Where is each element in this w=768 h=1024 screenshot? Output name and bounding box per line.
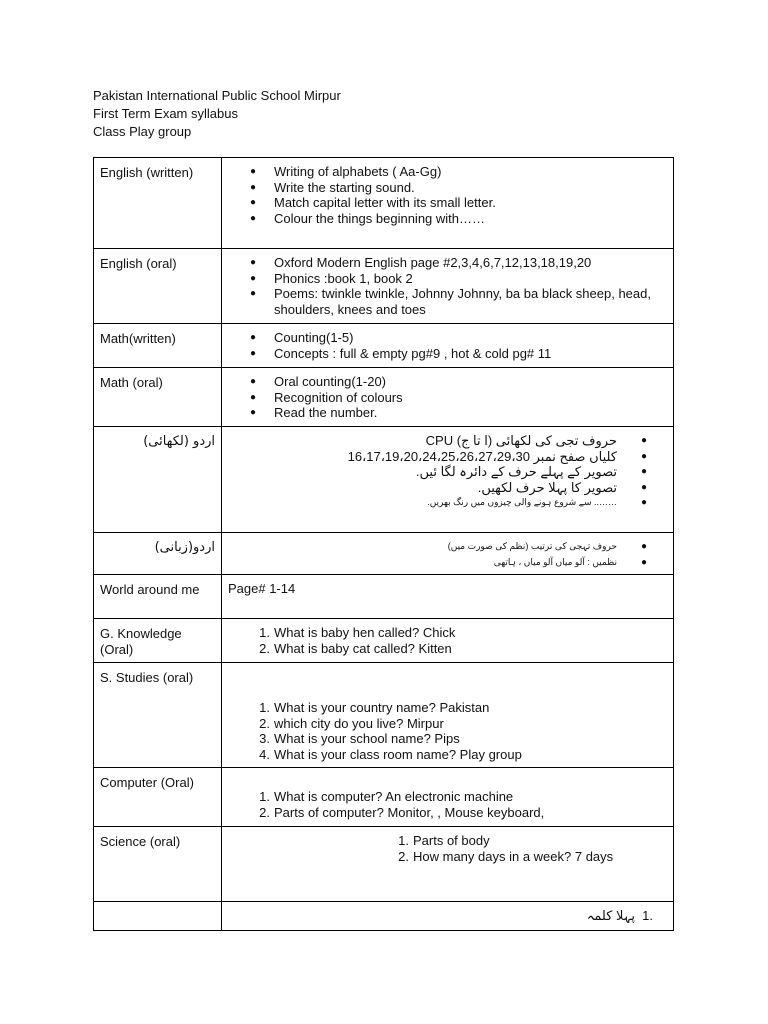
- list-item: [228, 747, 667, 763]
- content-cell: Page# 1-14: [222, 575, 674, 619]
- content-cell: [222, 902, 674, 931]
- list-number: 1.: [259, 789, 270, 804]
- list-item: ● Colour the things beginning with……: [228, 211, 667, 227]
- list-item: [228, 641, 667, 657]
- subject-cell: English (written): [94, 158, 222, 249]
- syllabus-table: [93, 157, 674, 931]
- content-cell: [222, 768, 674, 827]
- list-item: ● Phonics :book 1, book 2: [228, 271, 667, 287]
- list-item: ● Oral counting(1-20): [228, 374, 667, 390]
- subject-cell: Math (oral): [94, 368, 222, 427]
- list-number: 1.: [259, 700, 270, 715]
- list-item: [228, 849, 667, 865]
- content-cell: [222, 249, 674, 324]
- list-item-text: تصویر کے پہلے حرف کے دائرہ لگا ئیں.: [415, 464, 617, 480]
- list-item: ● Recognition of colours: [228, 390, 667, 406]
- content-cell: [222, 663, 674, 768]
- table-row-urdu-oral: [94, 533, 674, 575]
- content-cell: [222, 619, 674, 663]
- list-item-text: How many days in a week? 7 days: [413, 848, 614, 864]
- list-item: ● Write the starting sound.: [228, 180, 667, 196]
- list-item-text: حروف تہجی کی ترتیب (نظم کی صورت میں): [447, 541, 617, 551]
- list-item-text: What is your class room name? Play group: [274, 746, 522, 762]
- list-item: ● Oxford Modern English page #2,3,4,6,7,12,13,18,19,20: [228, 255, 667, 271]
- list-item: ● Counting(1-5): [228, 330, 667, 346]
- content-cell: [222, 533, 674, 575]
- exam-title: First Term Exam syllabus: [93, 106, 238, 121]
- document-header: [93, 87, 341, 141]
- subject-cell: G. Knowledge (Oral): [94, 619, 222, 663]
- list-item: [228, 555, 667, 571]
- list-number: 1.: [642, 908, 653, 923]
- table-row-world-around-me: [94, 575, 674, 619]
- list-number: 2.: [259, 715, 270, 731]
- content-cell: [222, 324, 674, 368]
- list-item: [228, 449, 667, 465]
- subject-cell: English (oral): [94, 249, 222, 324]
- list-item-text: پہلا کلمہ: [586, 908, 635, 923]
- list-number: 4.: [259, 746, 270, 762]
- bullet-icon: ●: [640, 435, 647, 446]
- list-item-text: What is your country name? Pakistan: [274, 700, 490, 715]
- content-cell: [222, 158, 674, 249]
- list-number: 2.: [398, 848, 409, 864]
- list-item-text: تصویر کا پہلا حرف لکھیں.: [477, 479, 617, 495]
- list-item: [228, 625, 667, 641]
- bullet-icon: ●: [640, 450, 647, 462]
- table-row-english-oral: [94, 249, 674, 324]
- content-cell: [222, 427, 674, 533]
- list-item-text: What is baby cat called? Kitten: [274, 640, 452, 656]
- list-number: 1.: [398, 833, 409, 848]
- list-item: [228, 539, 667, 555]
- bullet-icon: ●: [640, 481, 647, 493]
- list-number: 3.: [259, 731, 270, 747]
- subject-cell: Science (oral): [94, 827, 222, 902]
- list-item-text: کلیاں صفح نمبر 16،17،19،20،24،25،26،27،29،30: [347, 448, 617, 464]
- list-item: ● Read the number.: [228, 405, 667, 421]
- list-item-text: حروف تجی کی لکھائی (ا تا ج) CPU: [425, 433, 617, 448]
- subject-cell: Computer (Oral): [94, 768, 222, 827]
- list-item: [228, 716, 667, 732]
- subject-cell: Math(written): [94, 324, 222, 368]
- table-row-general-knowledge: [94, 619, 674, 663]
- list-item: ● Concepts : full & empty pg#9 , hot & cold pg# 11: [228, 346, 667, 362]
- table-row-math-written: [94, 324, 674, 368]
- table-row-math-oral: [94, 368, 674, 427]
- table-row-science: [94, 827, 674, 902]
- content-cell: [222, 827, 674, 902]
- list-number: 1.: [259, 625, 270, 640]
- list-item-text: …….. سے شروع ہونے والی چیزوں میں رنگ بھریں.: [427, 497, 617, 508]
- content-cell: [222, 368, 674, 427]
- subject-cell: اردو(زبانی): [94, 533, 222, 575]
- table-row-kalma: [94, 902, 674, 931]
- list-item: [228, 908, 667, 924]
- list-item: [228, 433, 667, 449]
- list-item-text: which city do you live? Mirpur: [274, 715, 444, 731]
- list-item: [228, 789, 667, 805]
- list-item: ● Writing of alphabets ( Aa-Gg): [228, 164, 667, 180]
- bullet-icon: ●: [640, 466, 647, 478]
- list-item: [228, 700, 667, 716]
- list-item: [228, 833, 667, 849]
- subject-cell: [94, 902, 222, 931]
- list-item-text: Parts of body: [413, 833, 490, 848]
- list-item-text: نظمیں : آلو میاں آلو میاں ، ہاتھی: [493, 556, 617, 567]
- list-item-text: What is computer? An electronic machine: [274, 789, 514, 804]
- list-item: [228, 480, 667, 496]
- table-row-urdu-written: [94, 427, 674, 533]
- subject-cell: S. Studies (oral): [94, 663, 222, 768]
- list-item: [228, 495, 667, 511]
- list-number: 2.: [259, 804, 270, 820]
- bullet-icon: ●: [640, 497, 647, 509]
- class-name: Class Play group: [93, 124, 192, 139]
- list-item-text: What is your school name? Pips: [274, 731, 460, 747]
- list-item-text: Parts of computer? Monitor, , Mouse keyboard,: [274, 804, 545, 820]
- list-item: ● Match capital letter with its small letter.: [228, 195, 667, 211]
- list-item: ● Poems: twinkle twinkle, Johnny Johnny, ba ba black sheep, head, shoulders, knees and toes: [228, 286, 667, 317]
- bullet-icon: ●: [640, 541, 647, 552]
- school-name: Pakistan International Public School Mirpur: [93, 88, 341, 103]
- subject-cell: World around me: [94, 575, 222, 619]
- list-item: [228, 731, 667, 747]
- table-row-social-studies: [94, 663, 674, 768]
- subject-cell: اردو (لکھائی): [94, 427, 222, 533]
- list-item: [228, 464, 667, 480]
- bullet-icon: ●: [640, 556, 647, 568]
- list-number: 2.: [259, 640, 270, 656]
- list-item-text: What is baby hen called? Chick: [274, 625, 456, 640]
- table-row-computer: [94, 768, 674, 827]
- list-item: [228, 805, 667, 821]
- table-row-english-written: [94, 158, 674, 249]
